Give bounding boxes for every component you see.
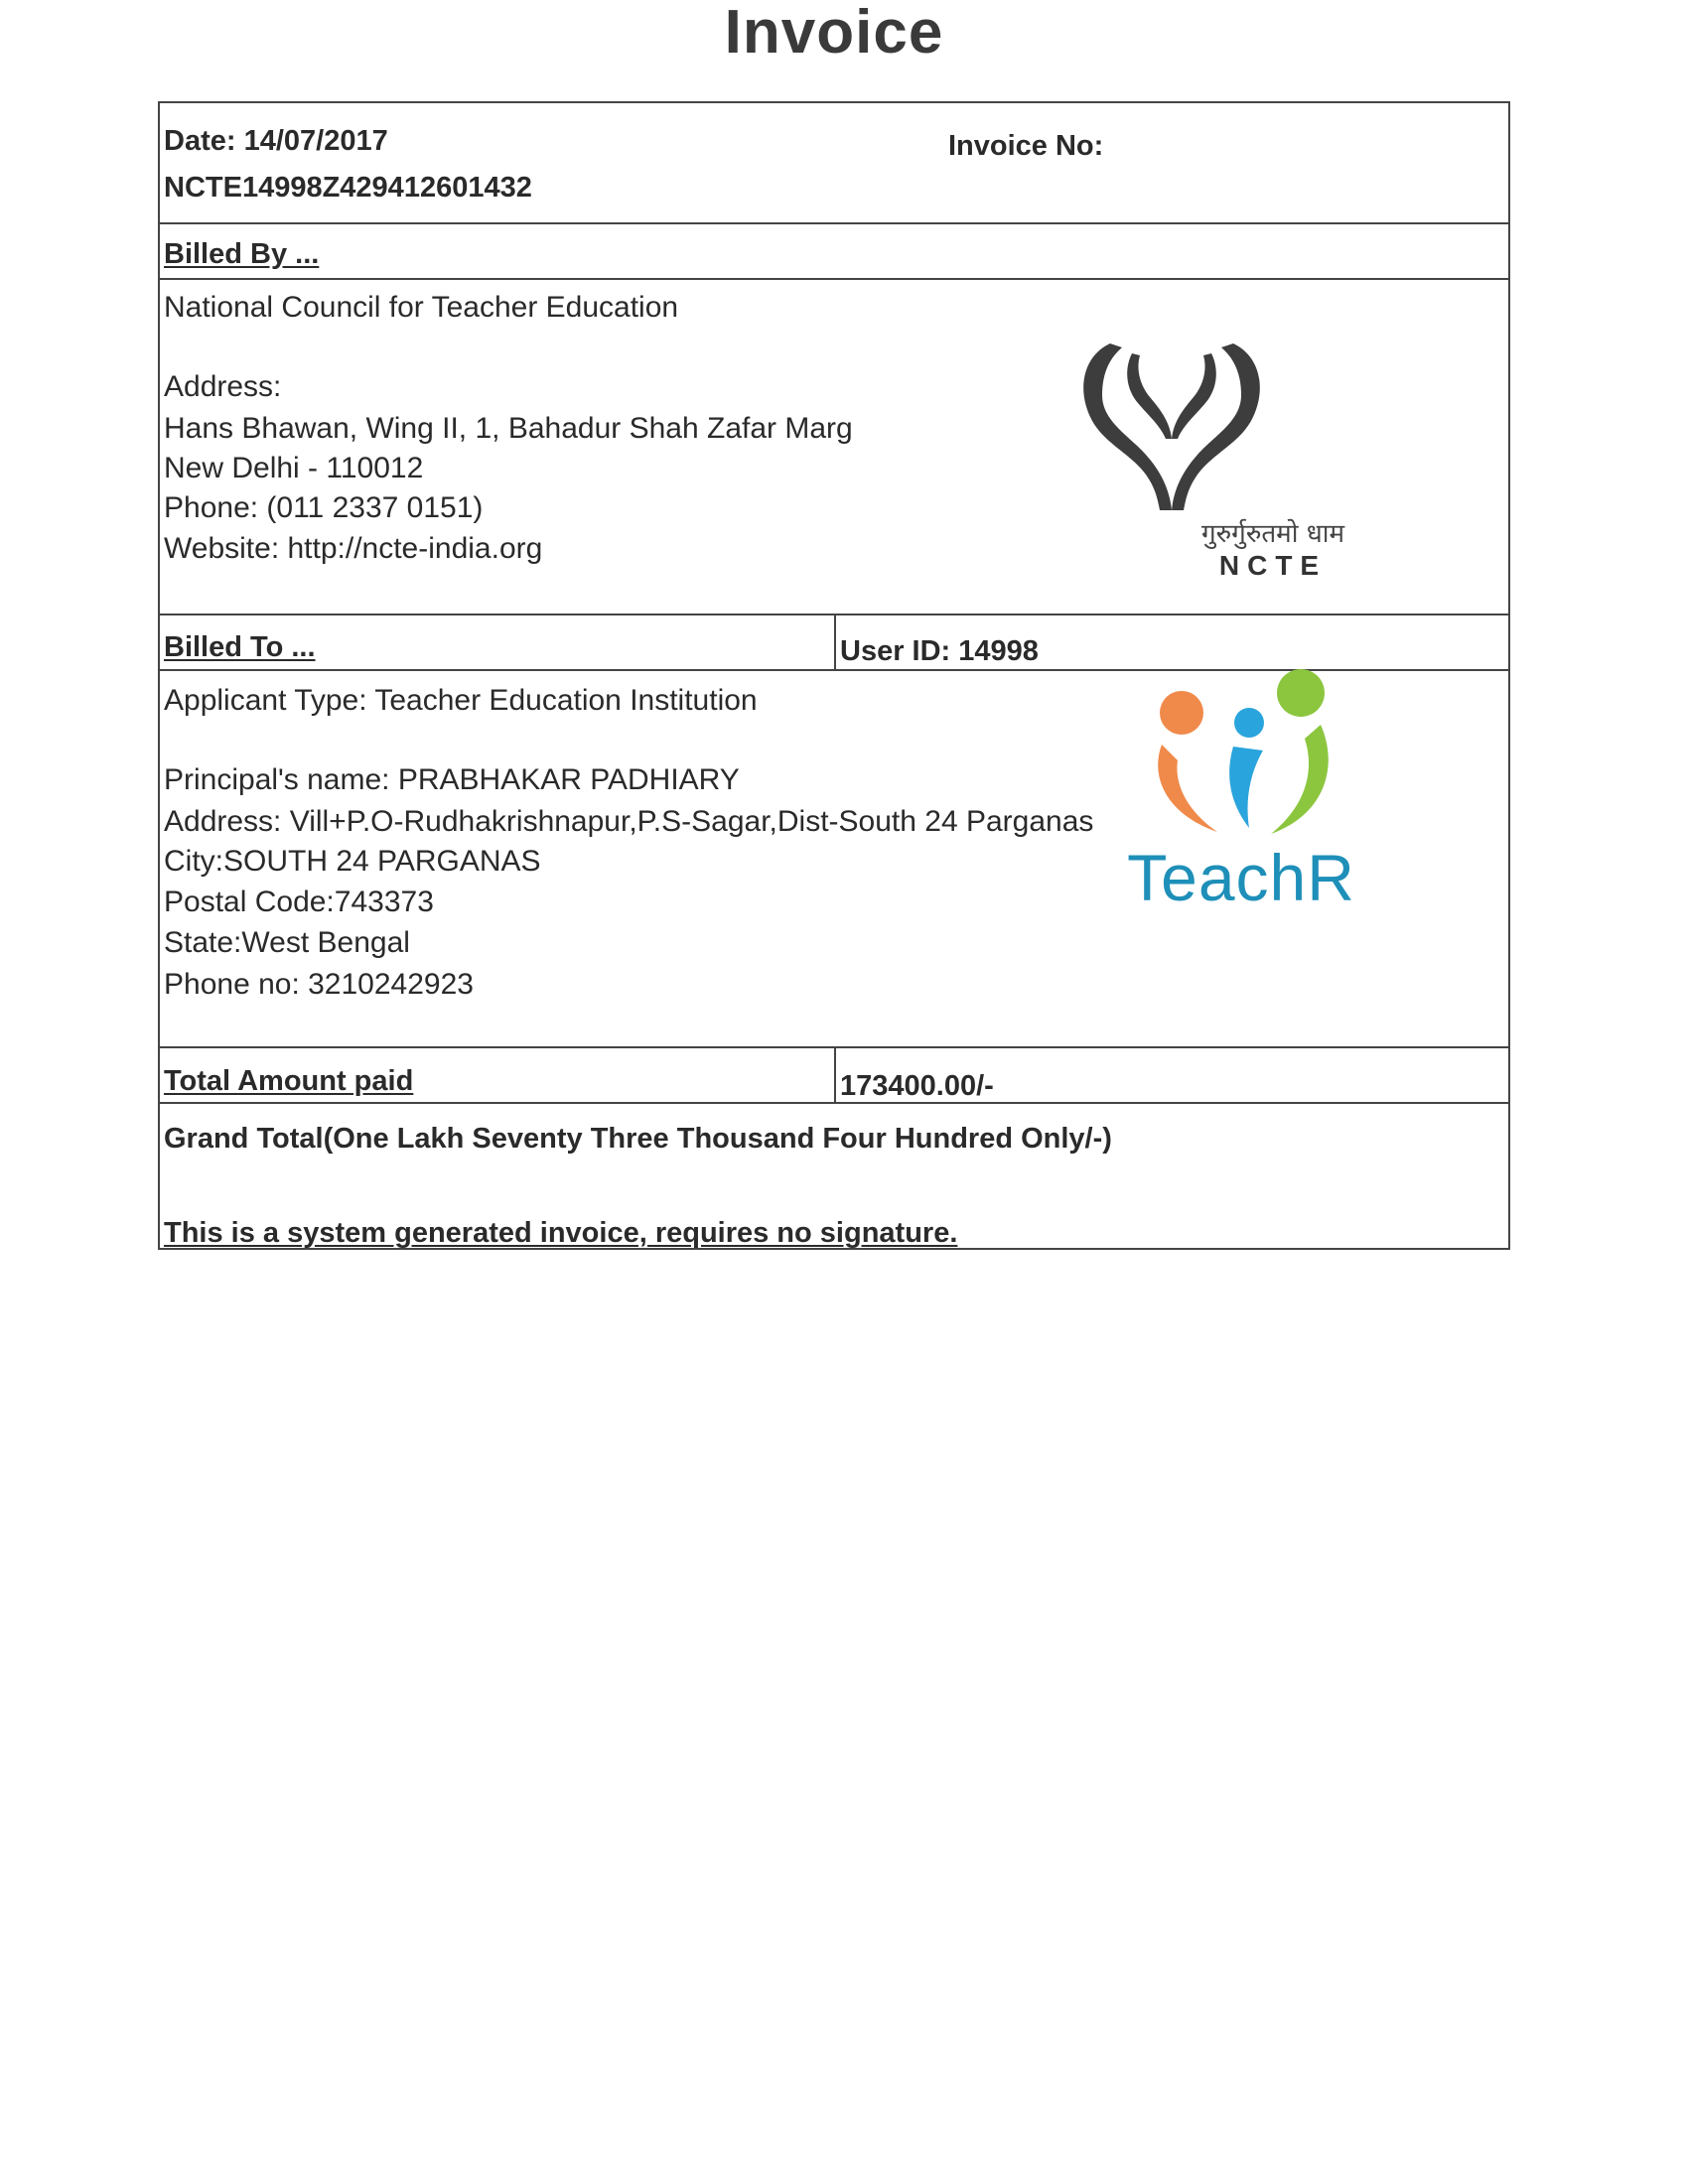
ncte-motto: गुरुर्गुरुतमो धाम [1200,519,1345,549]
teachr-people-logo-icon [1122,665,1360,844]
billed-by-details [164,290,853,571]
ncte-hands-logo-icon [1072,336,1271,514]
total-amount-label: Total Amount paid [164,1065,414,1097]
applicant-city: City:SOUTH 24 PARGANAS [164,845,541,878]
page-title: Invoice [724,0,944,67]
divider [834,614,836,669]
divider [160,1102,1508,1104]
billed-to-details [164,683,1093,1007]
website: Website: http://ncte-india.org [164,532,543,565]
divider [160,222,1508,224]
postal-code: Postal Code:743373 [164,886,434,918]
system-generated-note: This is a system generated invoice, requires no signature. [164,1217,958,1249]
applicant-phone: Phone no: 3210242923 [164,968,474,1001]
billed-to-heading: Billed To ... [164,631,316,663]
phone: Phone: (011 2337 0151) [164,491,484,524]
principal-name: Principal's name: PRABHAKAR PADHIARY [164,763,740,796]
user-id: User ID: 14998 [840,635,1039,667]
teachr-wordmark: TeachR [1127,841,1355,914]
address-label: Address: [164,370,282,403]
city-line: New Delhi - 110012 [164,452,424,484]
ncte-wordmark: NCTE [1218,550,1328,581]
invoice-date: Date: 14/07/2017 [164,125,388,157]
org-name: National Council for Teacher Education [164,291,679,324]
divider [834,1046,836,1102]
teachr-logo [1072,635,1370,914]
applicant-address: Address: Vill+P.O-Rudhakrishnapur,P.S-Sagar,Dist-South 24 Parganas [164,805,1094,838]
state: State:West Bengal [164,926,410,959]
address-line: Hans Bhawan, Wing II, 1, Bahadur Shah Zafar Marg [164,412,853,445]
invoice-number: NCTE14998Z429412601432 [164,172,532,204]
applicant-type: Applicant Type: Teacher Education Institution [164,684,758,717]
invoice-no-label: Invoice No: [948,130,1104,162]
grand-total-words: Grand Total(One Lakh Seventy Three Thousand Four Hundred Only/-) [164,1123,1112,1155]
billed-by-heading: Billed By ... [164,238,320,270]
total-amount-value: 173400.00/- [840,1070,994,1102]
ncte-logo [1102,228,1390,581]
